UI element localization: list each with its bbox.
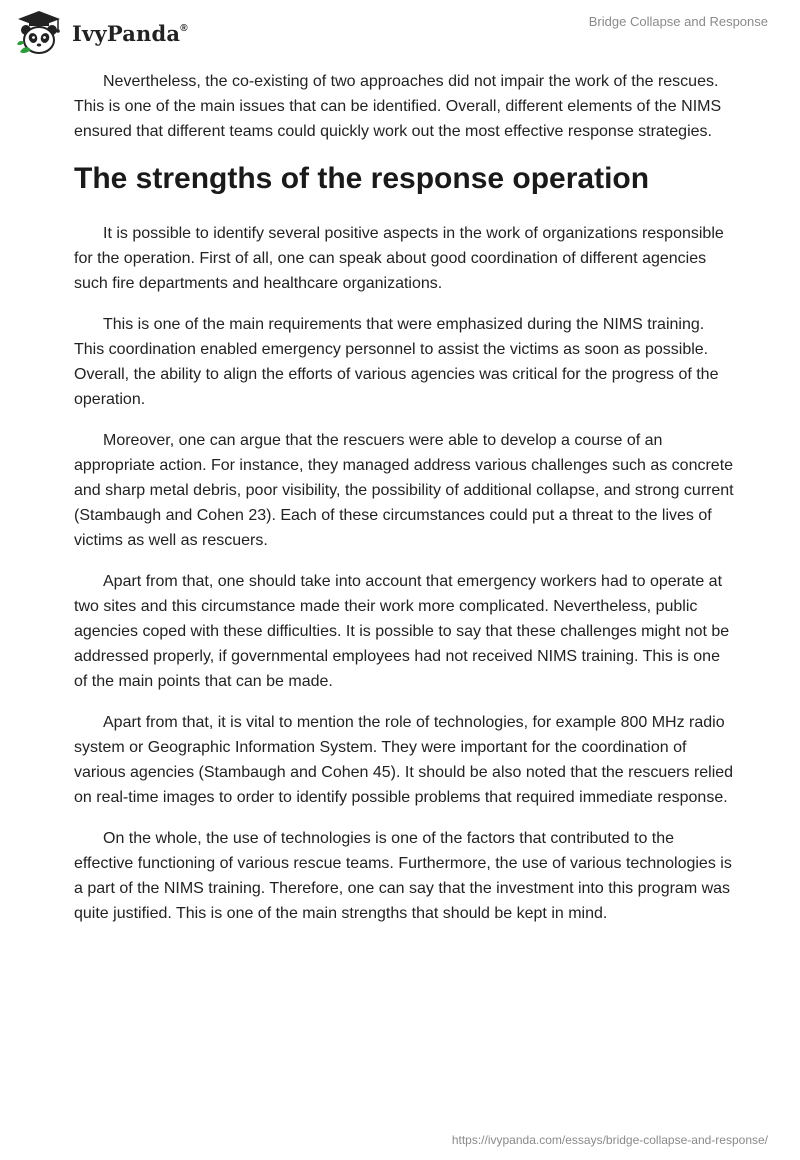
source-url-link[interactable]: https://ivypanda.com/essays/bridge-collapse-and-response/ [451, 1133, 768, 1147]
registered-mark: ® [180, 22, 188, 34]
section-heading: The strengths of the response operation [74, 162, 650, 195]
running-title: Bridge Collapse and Response [588, 14, 768, 29]
body-paragraph: Apart from that, one should take into account that emergency workers had to operate at two sites and this circumstance made their work more complicated. Nevertheless, public agencies coped with these difficulties. It is possible to say that these challenges might not be addressed properly, if governmental employees had not received NIMS training. This is one of the main points that can be made. [74, 573, 730, 690]
ivypanda-logo[interactable] [14, 8, 188, 58]
body-paragraph: On the whole, the use of technologies is one of the factors that contributed to the effective functioning of various rescue teams. Furthermore, the use of various technologies is a part of the NIMS training. Therefore, one can say that the investment into this program was quite justified. This is one of the main strengths that should be kept in mind. [74, 830, 732, 922]
body-paragraph: This is one of the main requirements that were emphasized during the NIMS training. This coordination enabled emergency personnel to assist the victims as soon as possible. Overall, the ability to align the efforts of various agencies was critical for the progress of the operation. [74, 316, 719, 408]
body-paragraph: Apart from that, it is vital to mention the role of technologies, for example 800 MHz radio system or Geographic Information System. They were important for the coordination of various agencies (Stambaugh and Cohen 45). It should be also noted that the rescuers relied on real-time images to order to identify possible problems that required immediate response. [74, 714, 734, 806]
body-paragraph: It is possible to identify several positive aspects in the work of organizations responsible for the operation. First of all, one can speak about good coordination of different agencies such fire departments and healthcare organizations. [74, 225, 724, 292]
intro-paragraph: Nevertheless, the co-existing of two approaches did not impair the work of the rescues. This is one of the main issues that can be identified. Overall, different elements of the NIMS ensured that different teams could quickly work out the most effective response strategies. [74, 73, 722, 140]
page-header [0, 0, 800, 70]
body-paragraph: Moreover, one can argue that the rescuers were able to develop a course of an appropriate action. For instance, they managed address various challenges such as concrete and sharp metal debris, poor visibility, the possibility of additional collapse, and strong current (Stambaugh and Cohen 23). Each of these circumstances could put a threat to the lives of victims as well as rescuers. [74, 432, 734, 549]
panda-graduate-icon [14, 8, 64, 58]
essay-content [74, 69, 734, 942]
brand-name: IvyPanda® [72, 20, 188, 46]
